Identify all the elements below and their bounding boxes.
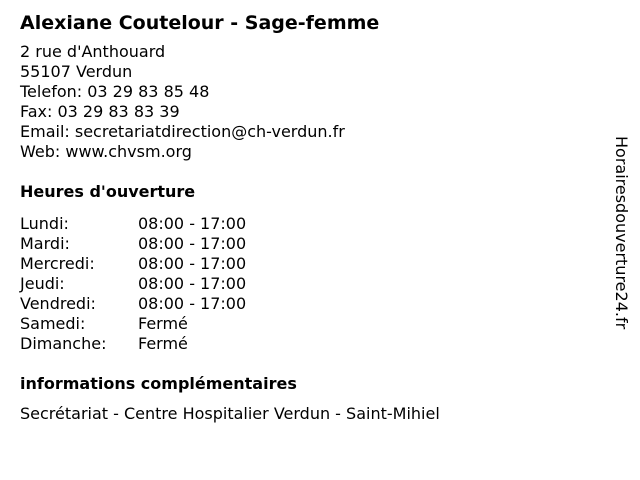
hours-value: 08:00 - 17:00 [138,234,247,253]
hours-row-friday [20,294,600,314]
opening-hours-table [20,214,600,354]
hours-value: 08:00 - 17:00 [138,274,247,293]
phone-text: Telefon: 03 29 83 85 48 [20,82,210,101]
email-text: Email: secretariatdirection@ch-verdun.fr [20,122,345,141]
hours-row-sunday [20,334,600,354]
day-label: Samedi: [20,314,86,333]
hours-value: Fermé [138,314,188,333]
page-title: Alexiane Coutelour - Sage-femme [20,12,380,34]
day-label: Dimanche: [20,334,107,353]
day-label: Jeudi: [20,274,65,293]
additional-info-text: Secrétariat - Centre Hospitalier Verdun - Saint-Mihiel [20,404,440,423]
fax-text: Fax: 03 29 83 83 39 [20,102,180,121]
opening-hours-heading: Heures d'ouverture [20,182,196,201]
website-text: Web: www.chvsm.org [20,142,192,161]
additional-info-heading: informations complémentaires [20,374,297,393]
hours-row-thursday [20,274,600,294]
day-label: Mardi: [20,234,70,253]
contact-block [20,42,600,162]
hours-row-saturday [20,314,600,334]
hours-value: 08:00 - 17:00 [138,214,247,233]
hours-value: 08:00 - 17:00 [138,254,247,273]
hours-row-monday [20,214,600,234]
hours-row-wednesday [20,254,600,274]
address-street: 2 rue d'Anthouard [20,42,166,61]
hours-value: Fermé [138,334,188,353]
day-label: Vendredi: [20,294,96,313]
day-label: Mercredi: [20,254,95,273]
site-watermark: Horairesdouverture24.fr [612,136,631,330]
hours-value: 08:00 - 17:00 [138,294,247,313]
listing-card [20,10,600,424]
address-city: 55107 Verdun [20,62,133,81]
hours-row-tuesday [20,234,600,254]
day-label: Lundi: [20,214,69,233]
